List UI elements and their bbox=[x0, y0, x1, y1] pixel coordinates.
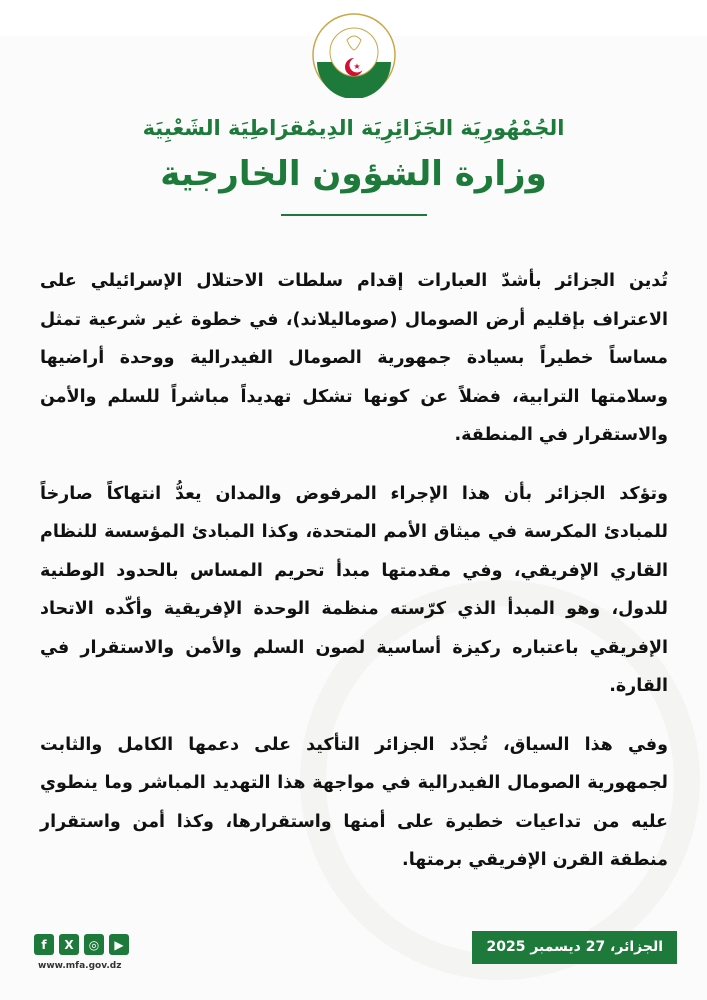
youtube-icon[interactable]: ▶ bbox=[109, 934, 129, 955]
date-badge: الجزائر، 27 ديسمبر 2025 bbox=[472, 931, 677, 964]
social-links bbox=[34, 934, 129, 955]
svg-text:★: ★ bbox=[353, 62, 361, 71]
statement-body bbox=[40, 262, 668, 900]
republic-name: الجُمْهُورِيَة الجَزَائِرِيَة الدِيمُقرَاطِيَة الشَعْبِيَة bbox=[142, 116, 565, 140]
x-icon[interactable]: X bbox=[59, 934, 79, 955]
ministry-name: وزارة الشؤون الخارجية bbox=[160, 154, 547, 194]
instagram-icon[interactable]: ◎ bbox=[84, 934, 104, 955]
ministry-logo bbox=[311, 12, 397, 98]
paragraph: وتؤكد الجزائر بأن هذا الإجراء المرفوض والمدان يعدُّ انتهاكاً صارخاً للمبادئ المكرسة في ميثاق الأمم المتحدة، وكذا المبادئ المؤسسة للنظام القاري الإفريقي، وفي مقدمتها مبدأ تحريم المساس بالحدود الوطنية للدول، وهو المبدأ الذي كرّسته منظمة الوحدة الإفريقية وأكّده الاتحاد الإفريقي باعتباره ركيزة أساسية لصون السلم والأمن والاستقرار في القارة. bbox=[40, 483, 668, 696]
website-link[interactable]: www.mfa.gov.dz bbox=[38, 961, 122, 971]
facebook-icon[interactable]: f bbox=[34, 934, 54, 955]
paragraph: وفي هذا السياق، تُجدّد الجزائر التأكيد على دعمها الكامل والثابت لجمهورية الصومال الفيدرالية في مواجهة هذا التهديد المباشر وما ينطوي عليه من تداعيات خطيرة على أمنها واستقرارها، وكذا أمن واستقرار منطقة القرن الإفريقي برمتها. bbox=[40, 734, 668, 870]
header-divider bbox=[281, 214, 427, 216]
letterhead bbox=[0, 110, 707, 216]
paragraph: تُدين الجزائر بأشدّ العبارات إقدام سلطات الاحتلال الإسرائيلي على الاعتراف بإقليم أرض الصومال (صوماليلاند)، في خطوة غير شرعية تمثل مساساً خطيراً بسيادة جمهورية الصومال الفيدرالية ووحدة أراضيها وسلامتها الترابية، فضلاً عن كونها تشكل تهديداً مباشراً للسلم والأمن والاستقرار في المنطقة. bbox=[40, 271, 668, 445]
